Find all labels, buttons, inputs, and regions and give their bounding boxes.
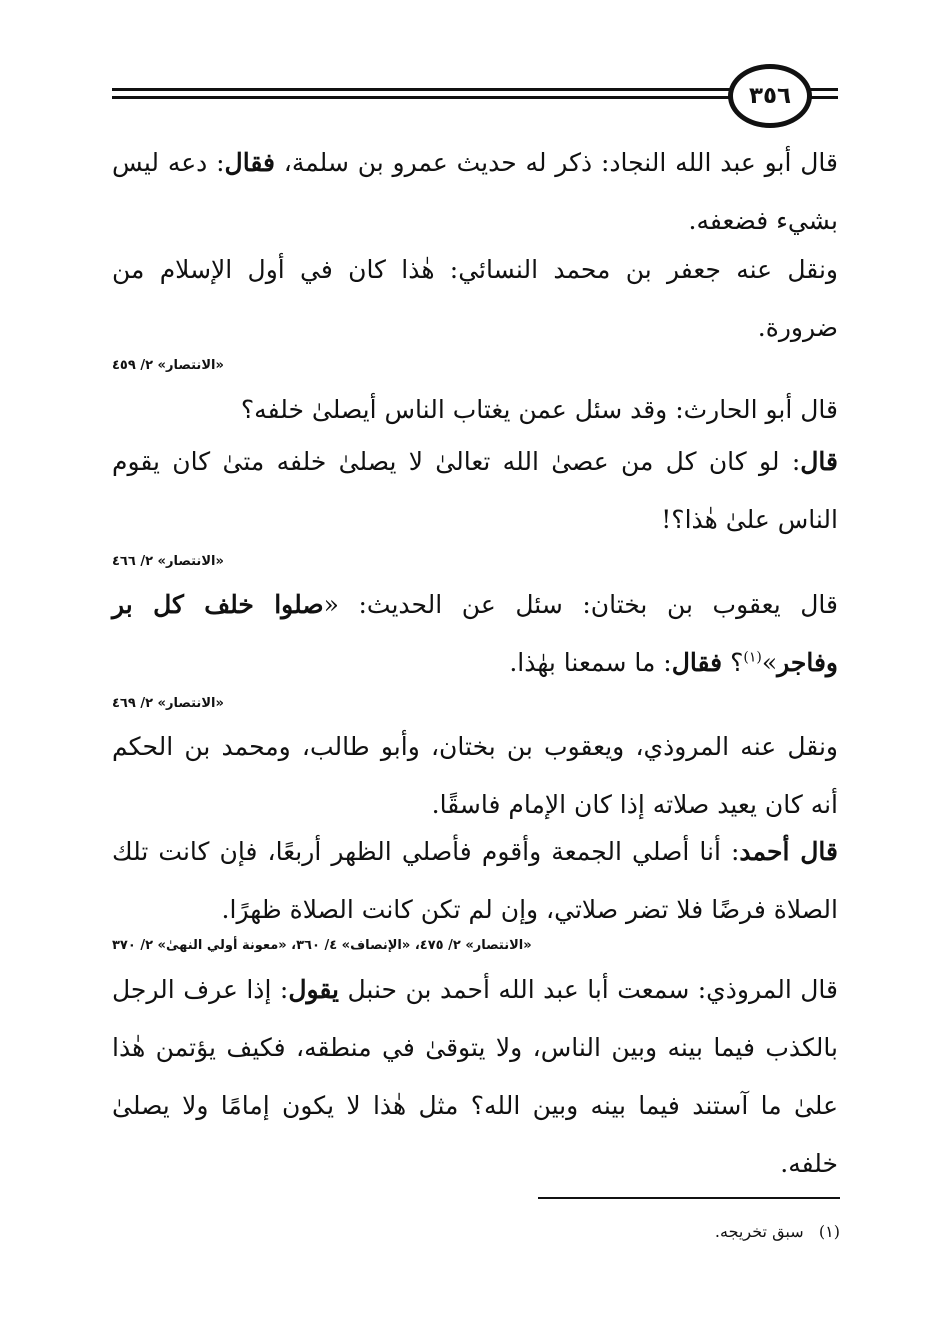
footnote-separator (538, 1197, 840, 1199)
source-citation: «الانتصار» ٢/ ٤٦٦ (112, 554, 224, 569)
paragraph (112, 433, 838, 549)
paragraph: قال أبو الحارث: وقد سئل عمن يغتاب الناس أيصلىٰ خلفه؟ (240, 395, 838, 424)
source-citation: «الانتصار» ٢/ ٤٥٩ (112, 358, 224, 373)
text: قال أبو عبد الله النجاد: ذكر له حديث عمرو بن سلمة، (274, 148, 838, 177)
footnote (540, 1220, 840, 1244)
paragraph: ونقل عنه المروذي، ويعقوب بن بختان، وأبو طالب، ومحمد بن الحكم أنه كان يعيد صلاته إذا كان الإمام فاسقًا. (112, 732, 838, 819)
text: : إذا عرف الرجل بالكذب فيما بينه وبين الناس، ولا يتوقىٰ في منطقه، فكيف يؤتمن هٰذا علىٰ ما آستند فيما بينه وبين الله؟ مثل هٰذا لا يكون إمامًا ولا يصلىٰ خلفه. (112, 975, 838, 1178)
header-rule (112, 88, 730, 102)
header-rule-right (810, 88, 838, 102)
text: قال يعقوب بن بختان: سئل عن الحديث: « (323, 590, 838, 619)
bold-term: قال (800, 447, 838, 476)
paragraph (112, 576, 838, 692)
footnote-marker: (١) (743, 649, 762, 666)
bold-term: يقول (288, 975, 339, 1004)
bold-term: قال أحمد (739, 837, 838, 866)
source-citation: «الانتصار» ٢/ ٤٧٥، «الإنصاف» ٤/ ٣٦٠، «معونة أولي النهىٰ» ٢/ ٣٧٠ (112, 938, 532, 953)
paragraph: ونقل عنه جعفر بن محمد النسائي: هٰذا كان في أول الإسلام من ضرورة. (112, 255, 838, 342)
text: : دعه ليس بشيء فضعفه. (112, 148, 838, 235)
text: : لو كان كل من عصىٰ الله تعالىٰ لا يصلىٰ خلفه متىٰ كان يقوم الناس علىٰ هٰذا؟! (112, 447, 838, 534)
page-number: ٣٥٦ (728, 64, 812, 128)
text: : ما سمعنا بهٰذا. (509, 648, 672, 677)
footnote-text: سبق تخريجه. (714, 1222, 804, 1241)
paragraph (112, 823, 838, 939)
source-citation: «الانتصار» ٢/ ٤٦٩ (112, 696, 224, 711)
paragraph (112, 134, 838, 250)
bold-term: فقال (224, 148, 275, 177)
bold-term: فقال (671, 648, 723, 677)
text: » (761, 648, 778, 677)
paragraph (112, 961, 838, 1193)
text: قال المروذي: سمعت أبا عبد الله أحمد بن حنبل (339, 975, 838, 1004)
text: ؟ (722, 648, 744, 677)
footnote-number: (١) (818, 1222, 840, 1241)
hadith-quote: صلوا خلف كل بر وفاجر (112, 590, 838, 677)
text: : أنا أصلي الجمعة وأقوم فأصلي الظهر أربعًا، فإن كانت تلك الصلاة فرضًا فلا تضر صلاتي، وإن لم تكن كانت الصلاة ظهرًا. (112, 837, 838, 924)
